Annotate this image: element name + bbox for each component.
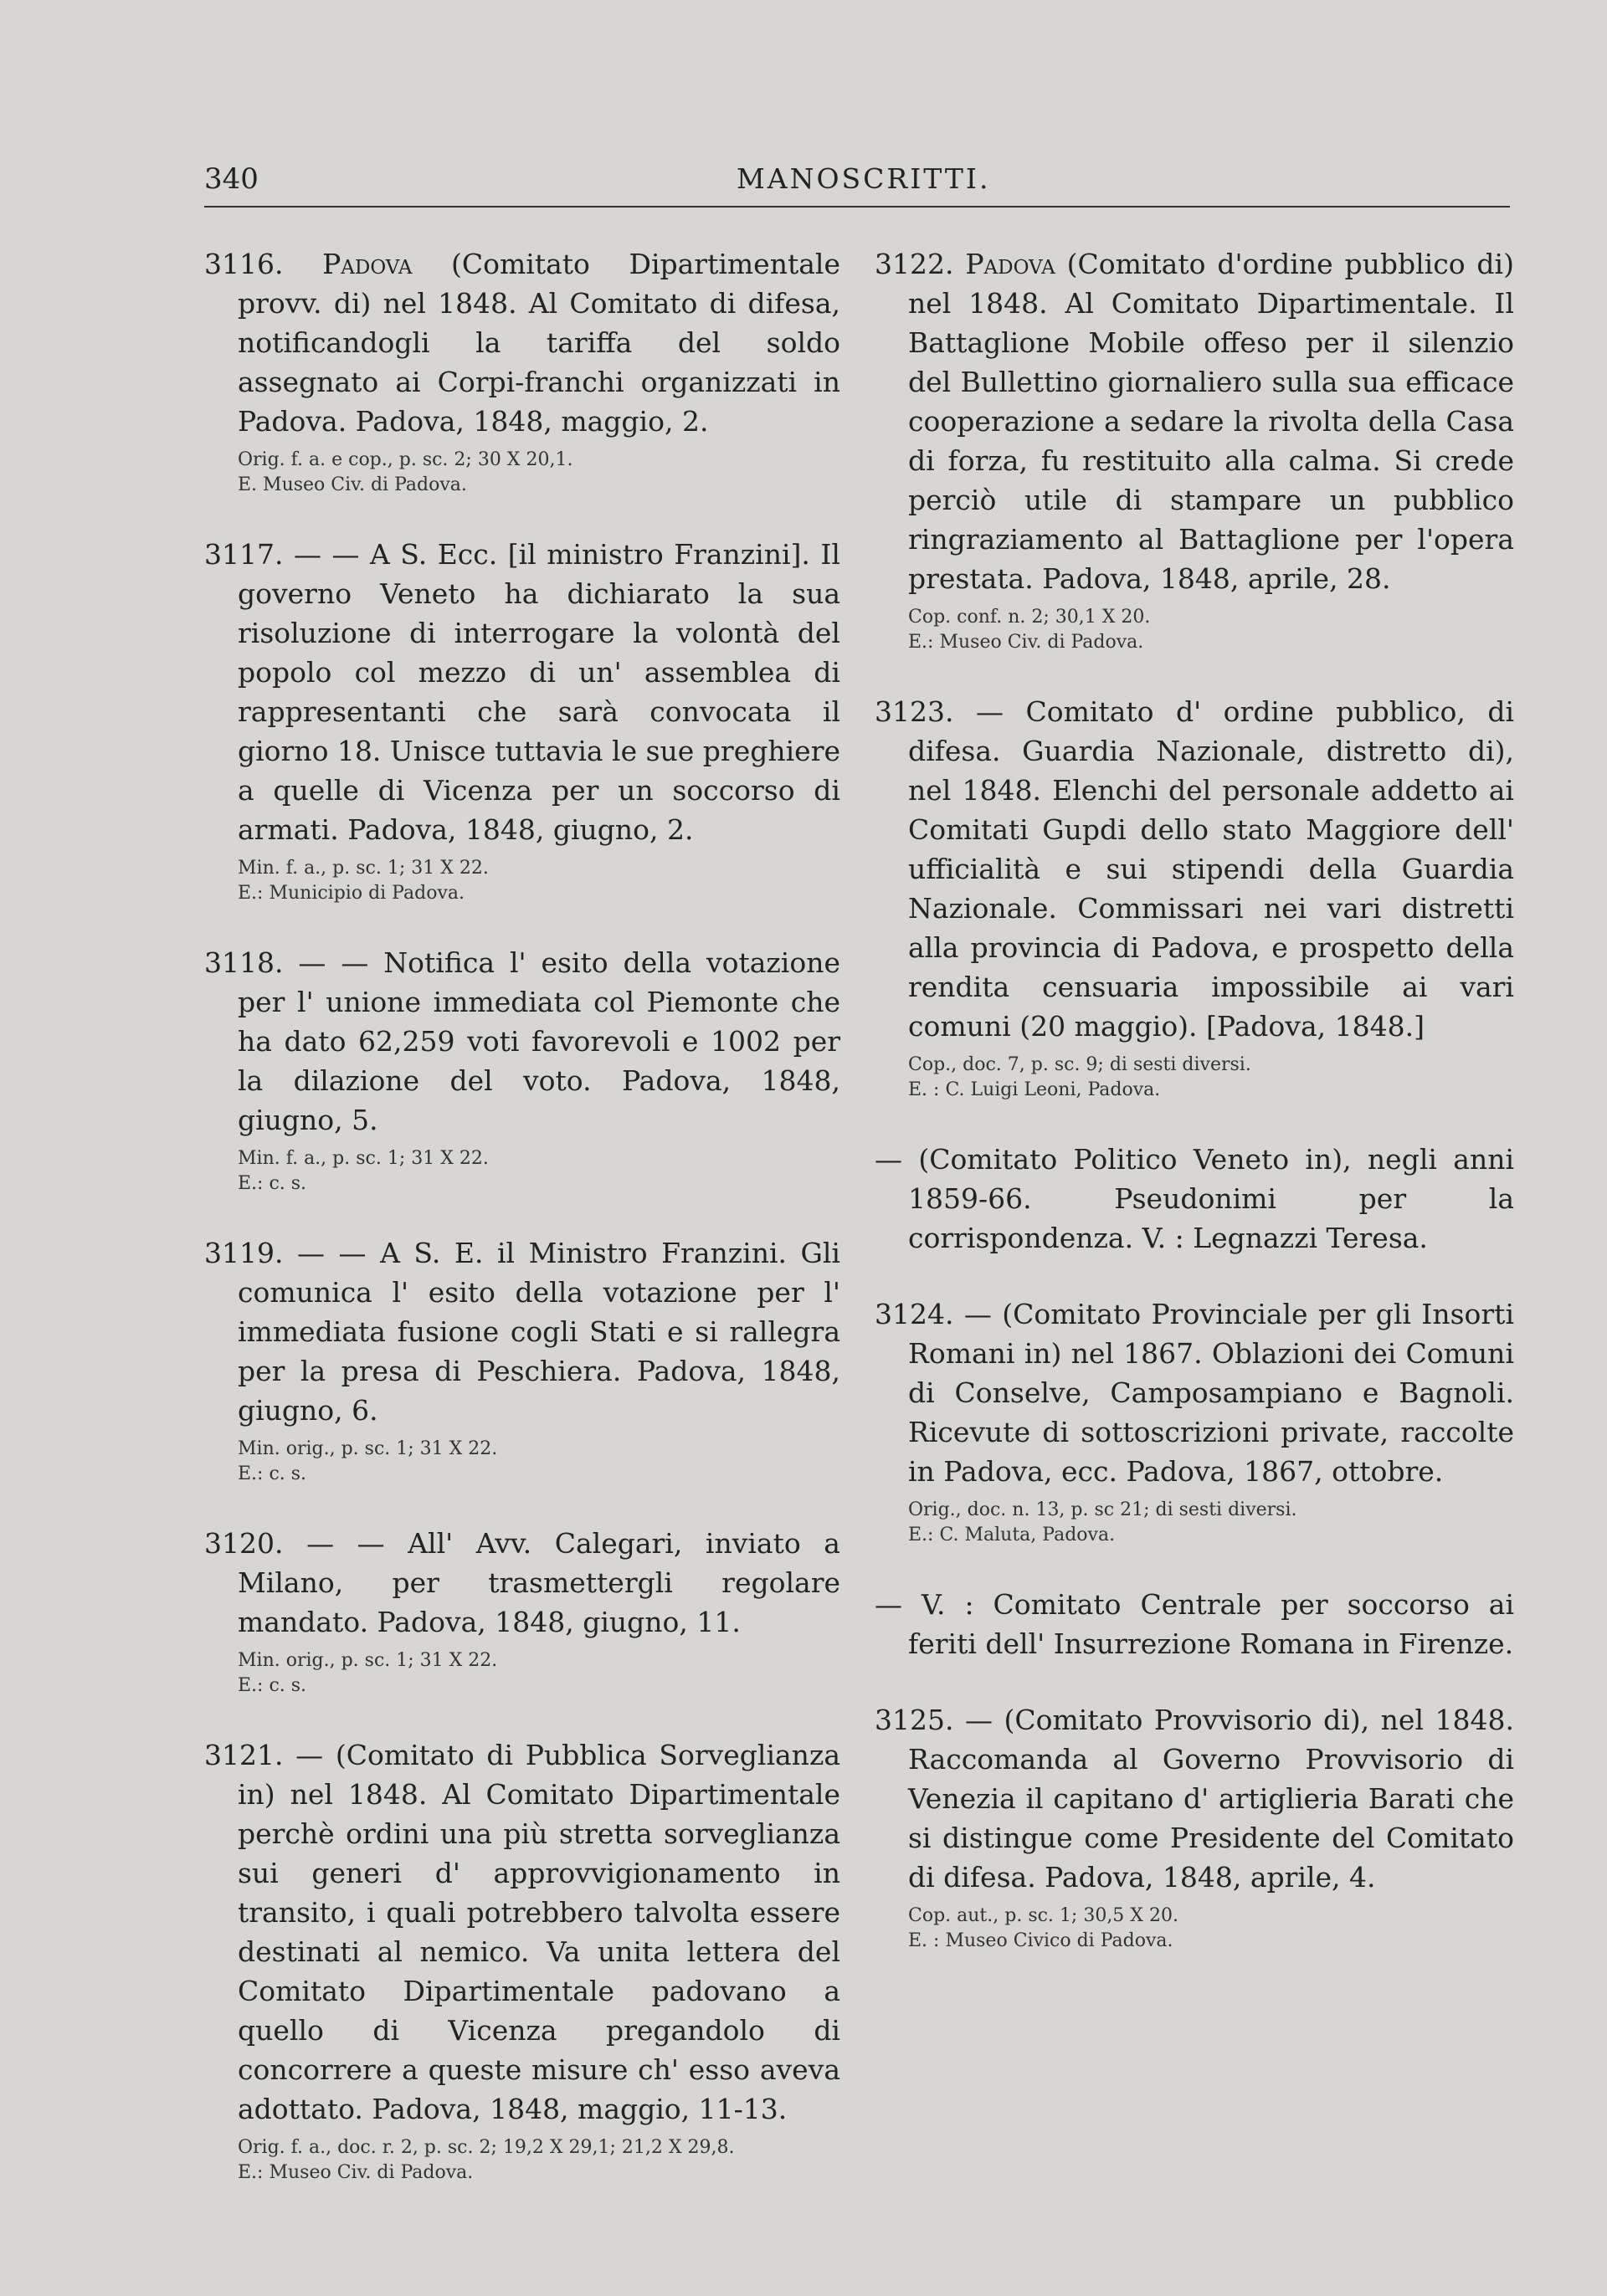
entry-location: E.: Museo Civ. di Padova.: [908, 632, 1144, 653]
entry-number: 3117.: [204, 538, 284, 571]
entry-notes: [238, 2135, 840, 2186]
entry-description: Min. f. a., p. sc. 1; 31 X 22.: [238, 858, 489, 879]
entry-text: — — A S. E. il Ministro Franzini. Gli comunica l' esito della votazione per l' immediata fusione cogli Stati e si rallegra per la presa di Peschiera. Padova, 1848, giugno, 6.: [238, 1237, 840, 1427]
entry-text: — — Notifica l' esito della votazione per l' unione immediata col Piemonte che ha dato 62,259 voti favorevoli e 1002 per la dilazione del voto. Padova, 1848, giugno, 5.: [238, 946, 840, 1136]
entry-location: E.: c. s.: [238, 1463, 307, 1484]
entry-notes: [908, 1053, 1514, 1103]
cross-reference-entry: [875, 1585, 1514, 1663]
page-number: 340: [204, 162, 259, 196]
entry-description: Cop. aut., p. sc. 1; 30,5 X 20.: [908, 1905, 1178, 1926]
catalog-entry: [204, 943, 840, 1197]
entry-location: E. : C. Luigi Leoni, Padova.: [908, 1079, 1161, 1100]
catalog-entry: [204, 244, 840, 498]
entry-number: 3125.: [875, 1704, 954, 1736]
entry-number: 3123.: [875, 695, 954, 728]
entry-number: 3118.: [204, 946, 284, 979]
catalog-entry: [204, 1233, 840, 1487]
catalog-entry: [204, 535, 840, 906]
entry-text: — — A S. Ecc. [il ministro Franzini]. Il governo Veneto ha dichiarato la sua risoluzione di interrogare la volontà del popolo col mezzo di un' assemblea di rappresentanti che sarà convocata il giorno 18. Unisce tuttavia le sue preghiere a quelle di Vicenza per un soccorso di armati. Padova, 1848, giugno, 2.: [238, 538, 841, 846]
catalog-entry: [204, 1735, 840, 2186]
entry-notes: [908, 605, 1514, 655]
entry-location: E.: Municipio di Padova.: [238, 883, 465, 904]
entry-location: E.: Museo Civ. di Padova.: [238, 2162, 474, 2183]
entry-text: — Comitato d' ordine pubblico, di difesa. Guardia Nazionale, distretto di), nel 1848. Elenchi del personale addetto ai Comitati Gupdi dello stato Maggiore dell' ufficialità e sui stipendi della Guardia Nazionale. Commissari nei vari distretti alla provincia di Padova, e prospetto della rendita censuaria impossibile ai vari comuni (20 maggio). [Padova, 1848.]: [908, 695, 1515, 1043]
entry-location: E. Museo Civ. di Padova.: [238, 474, 467, 495]
entry-description: Min. orig., p. sc. 1; 31 X 22.: [238, 1438, 498, 1459]
entry-text: — — All' Avv. Calegari, inviato a Milano, per trasmettergli regolare mandato. Padova, 1848, giugno, 11.: [238, 1527, 840, 1638]
entry-description: Cop., doc. 7, p. sc. 9; di sesti diversi.: [908, 1054, 1251, 1075]
entry-notes: [238, 856, 840, 906]
entry-text: — (Comitato di Pubblica Sorveglianza in) nel 1848. Al Comitato Dipartimentale perchè ordini una più stretta sorveglianza sui generi d' approvvigionamento in transito, i quali potrebbero talvolta essere destinati al nemico. Va unita lettera del Comitato Dipartimentale padovano a quello di Vicenza pregandolo di concorrere a queste misure ch' esso aveva adottato. Padova, 1848, maggio, 11-13.: [238, 1739, 840, 2125]
entry-lead: Padova: [965, 248, 1055, 280]
left-column: [204, 244, 840, 2222]
entry-description: Min. orig., p. sc. 1; 31 X 22.: [238, 1650, 498, 1671]
entry-number: 3122.: [875, 248, 954, 280]
entry-notes: [238, 1437, 840, 1487]
page-header: [0, 156, 1607, 206]
entry-description: Cop. conf. n. 2; 30,1 X 20.: [908, 607, 1151, 628]
entry-notes: [238, 1648, 840, 1699]
catalog-entry: [875, 692, 1514, 1103]
entry-notes: [908, 1498, 1514, 1548]
catalog-entry: [204, 1524, 840, 1699]
entry-lead: Padova: [322, 248, 413, 280]
entry-text: (Comitato Dipartimentale provv. di) nel 1848. Al Comitato di difesa, notificandogli la tariffa del soldo assegnato ai Corpi-franchi organizzati in Padova. Padova, 1848, maggio, 2.: [238, 248, 840, 438]
entry-notes: [238, 448, 840, 498]
catalog-entry: [875, 244, 1514, 655]
running-title: MANOSCRITTI.: [737, 162, 991, 195]
entry-text: (Comitato d'ordine pubblico di) nel 1848. Al Comitato Dipartimentale. Il Battaglione Mobile offeso per il silenzio del Bullettino giornaliero sulla sua efficace cooperazione a sedare la rivolta della Casa di forza, fu restituito alla calma. Si crede perciò utile di stampare un pubblico ringraziamento al Battaglione per l'opera prestata. Padova, 1848, aprile, 28.: [908, 248, 1514, 595]
entry-location: E.: c. s.: [238, 1173, 307, 1194]
entry-notes: [238, 1146, 840, 1197]
entry-description: Orig. f. a. e cop., p. sc. 2; 30 X 20,1.: [238, 449, 573, 470]
entry-number: 3119.: [204, 1237, 284, 1269]
entry-number: 3124.: [875, 1298, 954, 1330]
entry-location: E.: C. Maluta, Padova.: [908, 1525, 1116, 1545]
entry-number: 3120.: [204, 1527, 284, 1560]
header-rule: [204, 206, 1510, 208]
entry-description: Orig., doc. n. 13, p. sc 21; di sesti diversi.: [908, 1499, 1297, 1520]
entry-location: E. : Museo Civico di Padova.: [908, 1930, 1173, 1951]
entry-number: 3116.: [204, 248, 284, 280]
catalog-entry: [875, 1700, 1514, 1954]
entry-description: Orig. f. a., doc. r. 2, p. sc. 2; 19,2 X 29,1; 21,2 X 29,8.: [238, 2137, 735, 2158]
entry-description: Min. f. a., p. sc. 1; 31 X 22.: [238, 1148, 489, 1169]
entry-number: 3121.: [204, 1739, 284, 1771]
entry-text: — (Comitato Politico Veneto in), negli anni 1859-66. Pseudonimi per la corrispondenza. V. : Legnazzi Teresa.: [875, 1143, 1514, 1254]
entry-text: — (Comitato Provinciale per gli Insorti Romani in) nel 1867. Oblazioni dei Comuni di Conselve, Camposampiano e Bagnoli. Ricevute di sottoscrizioni private, raccolte in Padova, ecc. Padova, 1867, ottobre.: [908, 1298, 1514, 1488]
entry-location: E.: c. s.: [238, 1675, 307, 1696]
entry-text: — V. : Comitato Centrale per soccorso ai feriti dell' Insurrezione Romana in Firenze.: [875, 1588, 1514, 1660]
right-column: [875, 244, 1514, 1991]
entry-notes: [908, 1904, 1514, 1954]
entry-text: — (Comitato Provvisorio di), nel 1848. Raccomanda al Governo Provvisorio di Venezia il capitano d' artiglieria Barati che si distingue come Presidente del Comitato di difesa. Padova, 1848, aprile, 4.: [908, 1704, 1514, 1894]
catalog-entry: [875, 1294, 1514, 1548]
cross-reference-entry: [875, 1140, 1514, 1258]
